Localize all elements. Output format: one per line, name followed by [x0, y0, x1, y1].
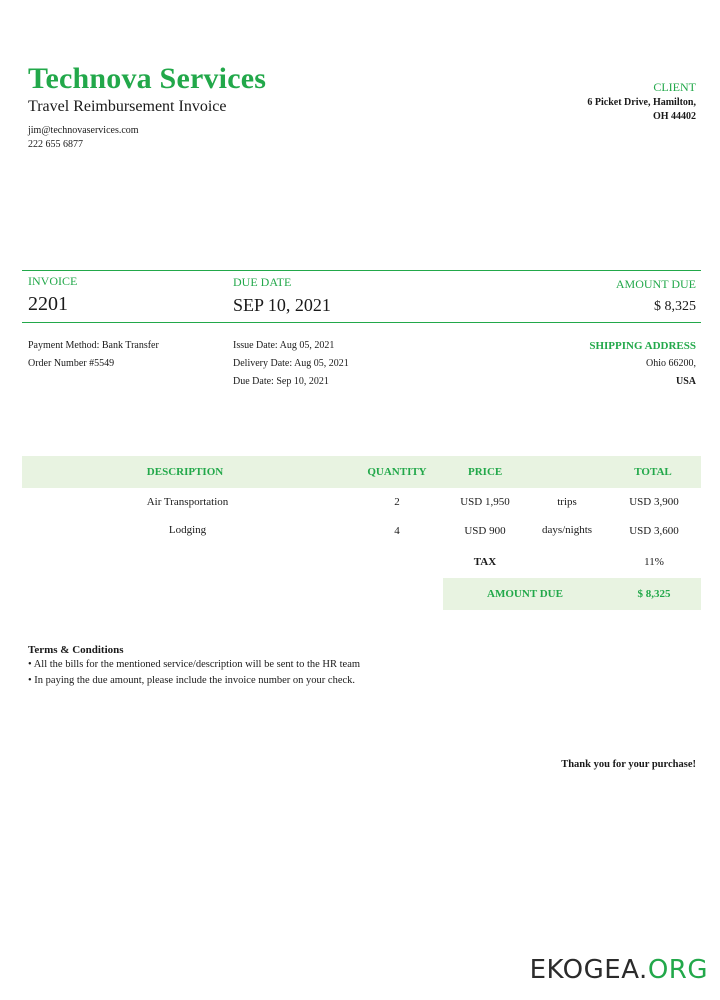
table-amount-due-value: $ 8,325	[637, 588, 671, 600]
client-label: CLIENT	[653, 80, 696, 94]
invoice-number: 2201	[28, 293, 68, 315]
shipping-address-line1: Ohio 66200,	[646, 358, 696, 369]
payment-method: Payment Method: Bank Transfer	[28, 340, 159, 351]
col-header-quantity: QUANTITY	[367, 466, 427, 478]
invoice-title: Travel Reimbursement Invoice	[28, 98, 227, 115]
shipping-address-label: SHIPPING ADDRESS	[589, 340, 696, 352]
row1-unit: trips	[557, 496, 577, 508]
client-address-line1: 6 Picket Drive, Hamilton,	[587, 97, 696, 108]
terms-line-2: • In paying the due amount, please include the invoice number on your check.	[28, 675, 356, 686]
row1-quantity: 2	[394, 496, 400, 508]
tax-label: TAX	[473, 556, 497, 568]
row1-description: Air Transportation	[146, 496, 229, 508]
company-phone: 222 655 6877	[28, 139, 83, 150]
invoice-label: INVOICE	[28, 274, 78, 288]
row2-quantity: 4	[394, 525, 400, 537]
terms-title: Terms & Conditions	[28, 644, 124, 656]
amount-due-label: AMOUNT DUE	[615, 277, 696, 291]
row2-total: USD 3,600	[629, 525, 679, 537]
col-header-description: DESCRIPTION	[146, 466, 224, 478]
delivery-date: Delivery Date: Aug 05, 2021	[233, 358, 349, 369]
row2-unit: days/nights	[541, 524, 593, 536]
row1-price: USD 1,950	[460, 496, 510, 508]
row2-description: Lodging	[168, 524, 207, 536]
terms-line-1: • All the bills for the mentioned service/description will be sent to the HR team	[28, 659, 361, 670]
thank-you-note: Thank you for your purchase!	[561, 759, 696, 770]
due-date-detail: Due Date: Sep 10, 2021	[233, 376, 329, 387]
watermark	[530, 955, 708, 985]
top-divider	[22, 270, 701, 271]
row1-total: USD 3,900	[629, 496, 679, 508]
client-address-line2: OH 44402	[652, 111, 696, 122]
row2-price: USD 900	[464, 525, 506, 537]
watermark-text-a: EKOGEA.	[529, 955, 648, 985]
tax-value: 11%	[644, 556, 664, 568]
shipping-address-line2: USA	[675, 376, 696, 387]
due-date-value: SEP 10, 2021	[233, 295, 331, 315]
col-header-total: TOTAL	[634, 466, 672, 478]
amount-due-value: $ 8,325	[654, 299, 696, 314]
due-date-label: DUE DATE	[233, 275, 292, 289]
watermark-text-b: ORG	[647, 955, 708, 985]
issue-date: Issue Date: Aug 05, 2021	[233, 340, 335, 351]
order-number: Order Number #5549	[28, 358, 115, 369]
company-email: jim@technovaservices.com	[28, 125, 139, 136]
bottom-divider	[22, 322, 701, 323]
table-amount-due-label: AMOUNT DUE	[487, 588, 563, 600]
col-header-price: PRICE	[468, 466, 503, 478]
company-name: Technova Services	[28, 62, 267, 95]
